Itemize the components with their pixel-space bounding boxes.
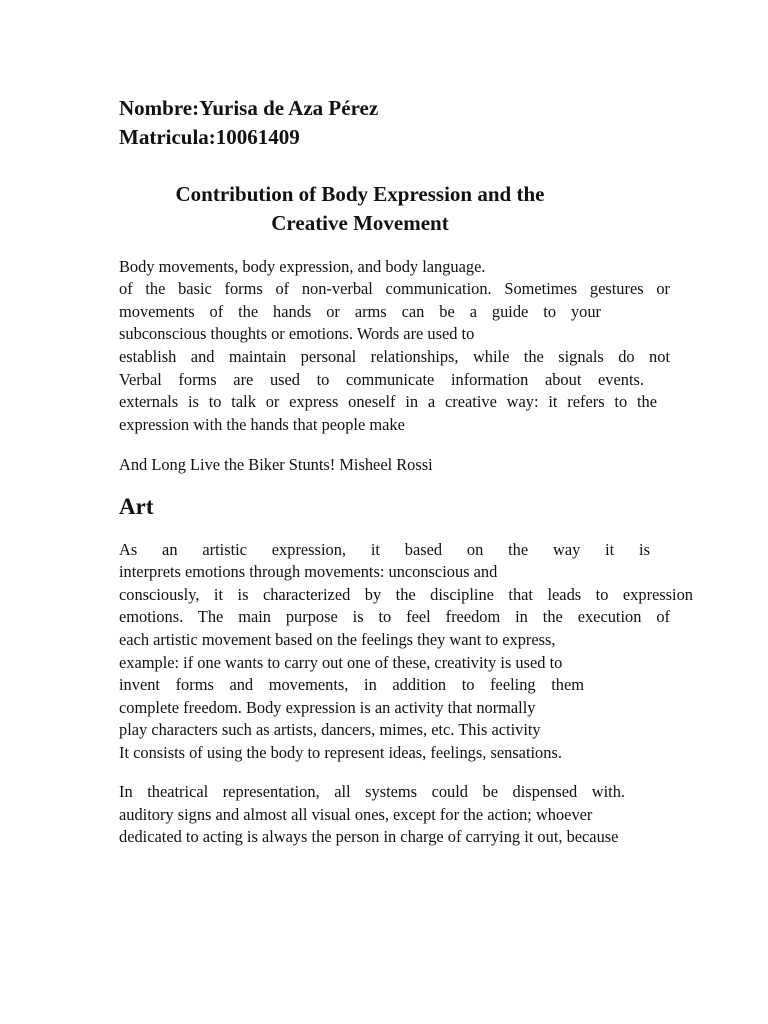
section-heading-art: Art [119, 494, 154, 519]
paragraph-line: Verbal forms are used to communicate information about events. [119, 370, 644, 389]
paragraph-line: play characters such as artists, dancers, mimes, etc. This activity [119, 720, 541, 739]
paragraph-line: example: if one wants to carry out one of these, creativity is used to [119, 653, 563, 672]
paragraph-line: It consists of using the body to represent ideas, feelings, sensations. [119, 743, 562, 762]
student-name: Nombre:Yurisa de Aza Pérez [119, 96, 379, 120]
document-title-line-2: Creative Movement [271, 211, 449, 235]
document-title-line-1: Contribution of Body Expression and the [175, 182, 545, 206]
student-id: Matricula:10061409 [119, 125, 300, 149]
caption-line: And Long Live the Biker Stunts! Misheel Rossi [119, 455, 433, 474]
paragraph-line: expression with the hands that people make [119, 415, 405, 434]
paragraph-line: each artistic movement based on the feelings they want to express, [119, 630, 556, 649]
paragraph-line: externals is to talk or express oneself in a creative way: it refers to the [119, 392, 657, 411]
paragraph-line: emotions. The main purpose is to feel freedom in the execution of [119, 607, 670, 626]
paragraph-line: of the basic forms of non-verbal communication. Sometimes gestures or [119, 279, 670, 298]
paragraph-line: Body movements, body expression, and body language. [119, 257, 486, 276]
paragraph-line: auditory signs and almost all visual ones, except for the action; whoever [119, 805, 593, 824]
paragraph-line: In theatrical representation, all systems could be dispensed with. [119, 782, 625, 801]
paragraph-line: establish and maintain personal relationships, while the signals do not [119, 347, 670, 366]
paragraph-line: complete freedom. Body expression is an activity that normally [119, 698, 536, 717]
paragraph-line: interprets emotions through movements: unconscious and [119, 562, 498, 581]
paragraph-line: As an artistic expression, it based on the way it is [119, 540, 650, 559]
paragraph-line: invent forms and movements, in addition to feeling them [119, 675, 584, 694]
paragraph-line: consciously, it is characterized by the discipline that leads to expression [119, 585, 693, 604]
paragraph-line: movements of the hands or arms can be a guide to your [119, 302, 601, 321]
paragraph-line: subconscious thoughts or emotions. Words are used to [119, 324, 475, 343]
paragraph-line: dedicated to acting is always the person in charge of carrying it out, because [119, 827, 619, 846]
